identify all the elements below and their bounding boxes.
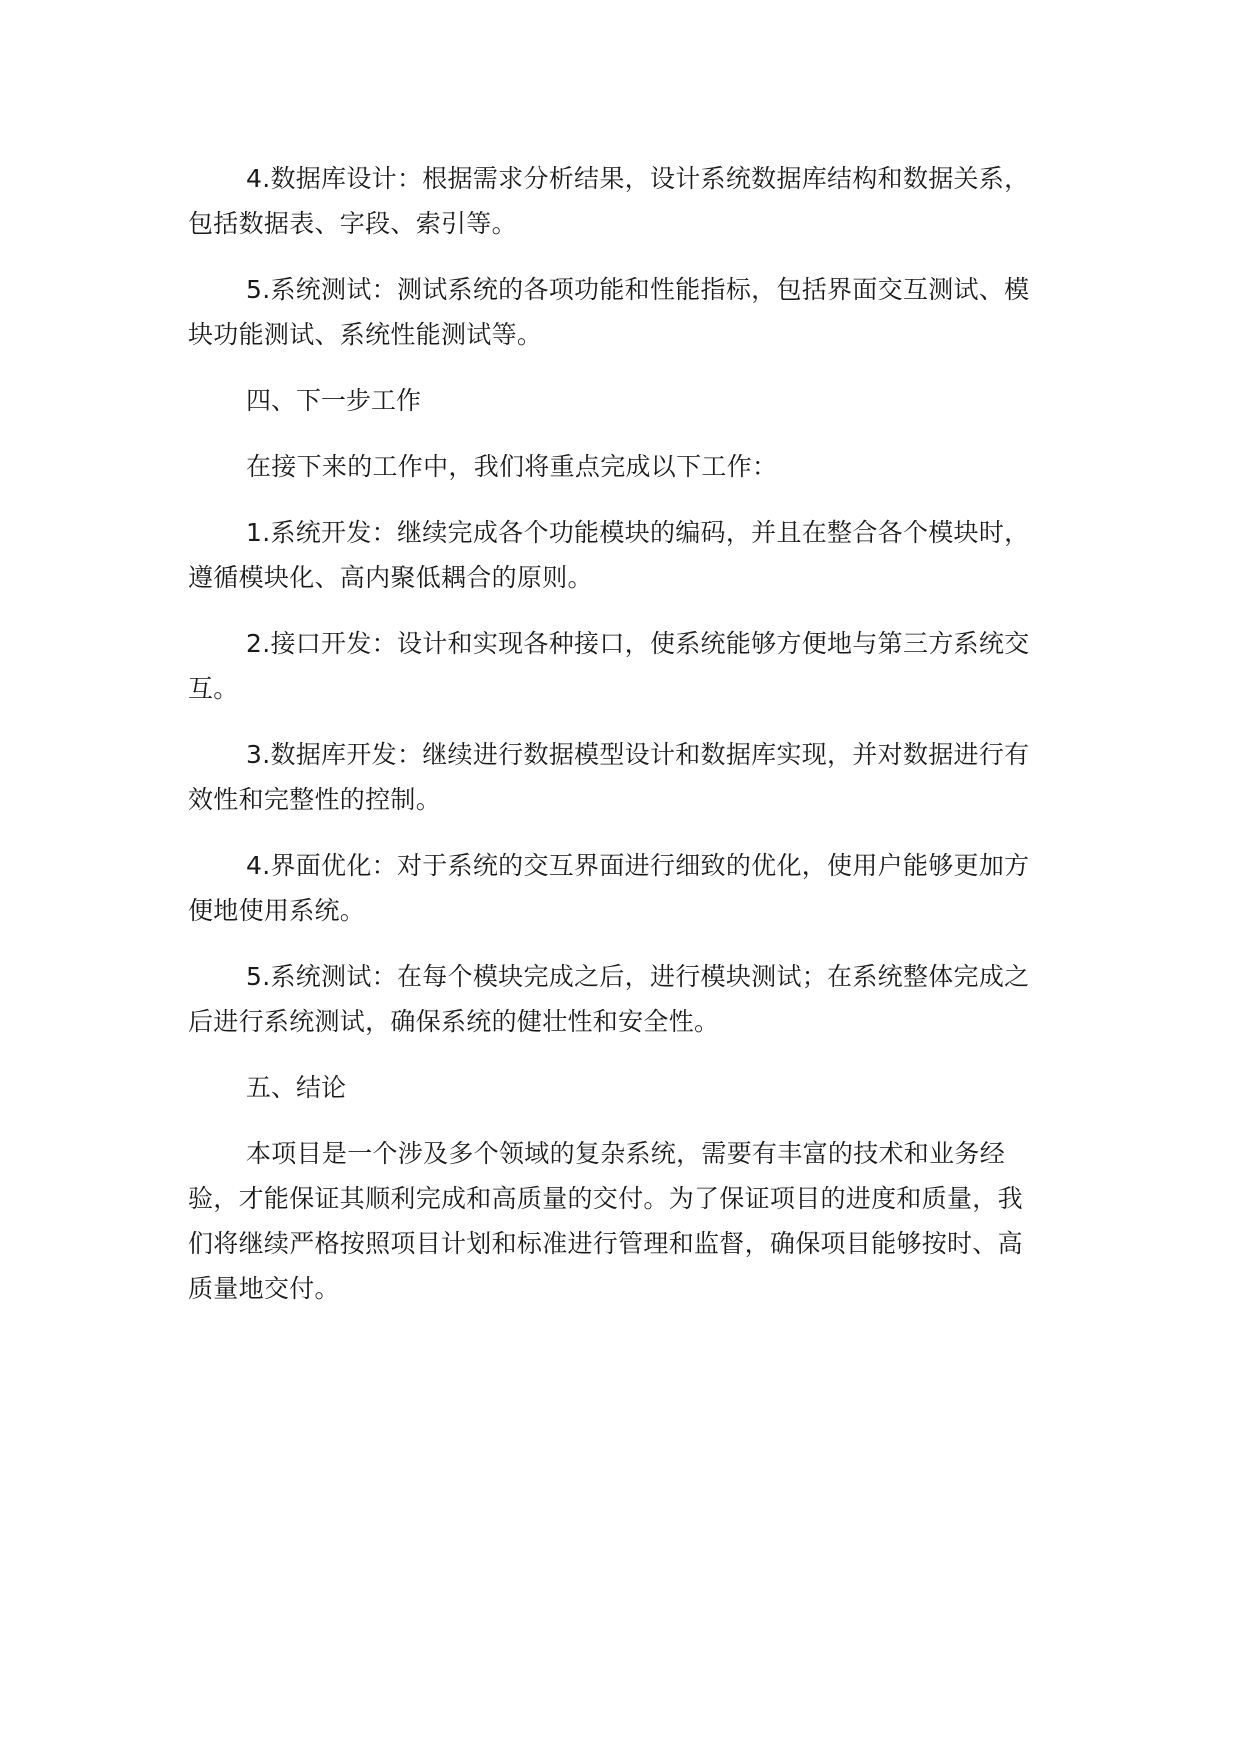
paragraph-interface-development: 2.接口开发：设计和实现各种接口，使系统能够方便地与第三方系统交互。 bbox=[188, 629, 1030, 703]
section-heading-next-steps: 四、下一步工作 bbox=[246, 386, 422, 415]
paragraph-database-design: 4.数据库设计：根据需求分析结果，设计系统数据库结构和数据关系，包括数据表、字段、索引等。 bbox=[188, 164, 1030, 238]
paragraph-testing-plan: 5.系统测试：在每个模块完成之后，进行模块测试；在系统整体完成之后进行系统测试，确保系统的健壮性和安全性。 bbox=[188, 962, 1030, 1036]
paragraph-database-development: 3.数据库开发：继续进行数据模型设计和数据库实现，并对数据进行有效性和完整性的控制。 bbox=[188, 740, 1030, 814]
paragraph-system-development: 1.系统开发：继续完成各个功能模块的编码，并且在整合各个模块时，遵循模块化、高内聚低耦合的原则。 bbox=[188, 518, 1030, 592]
document-body bbox=[188, 156, 1048, 1332]
paragraph-ui-optimization: 4.界面优化：对于系统的交互界面进行细致的优化，使用户能够更加方便地使用系统。 bbox=[188, 851, 1030, 925]
section-heading-conclusion: 五、结论 bbox=[246, 1073, 347, 1102]
paragraph-system-testing: 5.系统测试：测试系统的各项功能和性能指标，包括界面交互测试、模块功能测试、系统性能测试等。 bbox=[188, 275, 1030, 349]
paragraph-conclusion: 本项目是一个涉及多个领域的复杂系统，需要有丰富的技术和业务经验，才能保证其顺利完成和高质量的交付。为了保证项目的进度和质量，我们将继续严格按照项目计划和标准进行管理和监督，确保项目能够按时、高质量地交付。 bbox=[188, 1139, 1023, 1303]
paragraph-next-steps-intro: 在接下来的工作中，我们将重点完成以下工作： bbox=[246, 452, 778, 481]
